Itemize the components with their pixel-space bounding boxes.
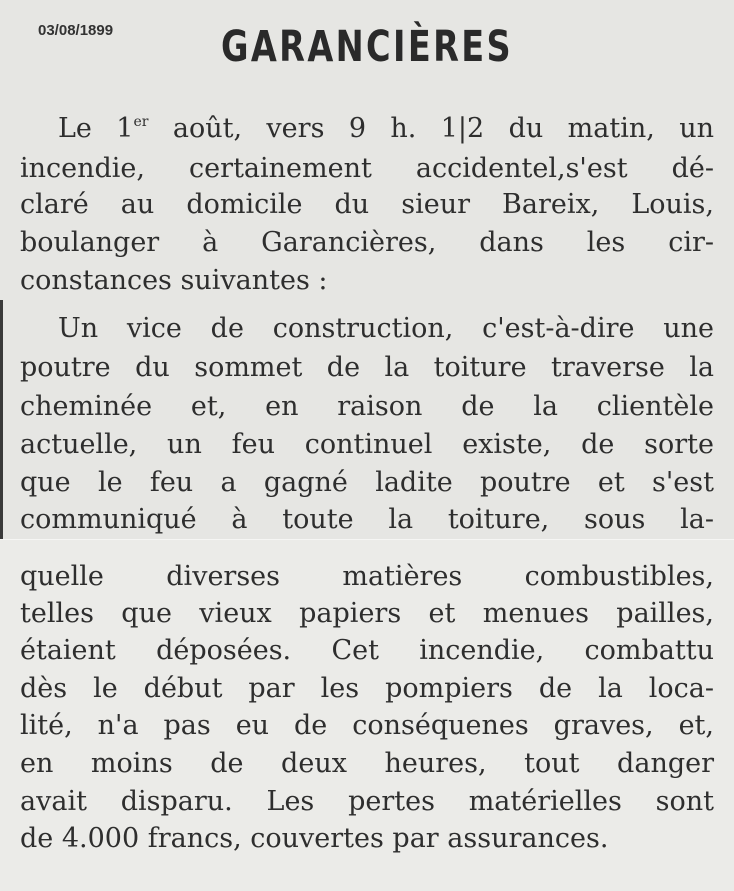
clipping-edge-shadow	[0, 300, 3, 540]
article-line: poutre du sommet de la toiture traverse la	[20, 352, 714, 383]
article-line: lité, n'a pas eu de conséquenes graves, et,	[20, 710, 714, 741]
article-line: Un vice de construction, c'est-à-dire une	[58, 313, 714, 344]
article-line: quelle diverses matières combustibles,	[20, 561, 714, 592]
clipping-date: 03/08/1899	[38, 22, 114, 39]
article-line: en moins de deux heures, tout danger	[20, 748, 714, 779]
article-line: actuelle, un feu continuel existe, de sorte	[20, 429, 714, 460]
article-line: étaient déposées. Cet incendie, combattu	[20, 635, 714, 666]
article-line: telles que vieux papiers et menues pailles,	[20, 598, 714, 629]
article-line: que le feu a gagné ladite poutre et s'est	[20, 467, 714, 498]
article-line: Le 1er août, vers 9 h. 1|2 du matin, un	[58, 113, 714, 144]
article-line: communiqué à toute la toiture, sous la-	[20, 504, 714, 535]
article-line: boulanger à Garancières, dans les cir-	[20, 227, 714, 258]
article-title: GARANCIÈRES	[221, 22, 513, 72]
article-line: claré au domicile du sieur Bareix, Louis,	[20, 189, 714, 220]
article-line: incendie, certainement accidentel,s'est dé-	[20, 153, 714, 184]
article-line: dès le début par les pompiers de la loca-	[20, 673, 714, 704]
article-line: avait disparu. Les pertes matérielles sont	[20, 786, 714, 817]
article-line: cheminée et, en raison de la clientèle	[20, 391, 714, 422]
article-line: de 4.000 francs, couvertes par assurances.	[20, 823, 609, 854]
article-clipping-bottom	[0, 540, 734, 891]
article-line: constances suivantes :	[20, 265, 328, 296]
